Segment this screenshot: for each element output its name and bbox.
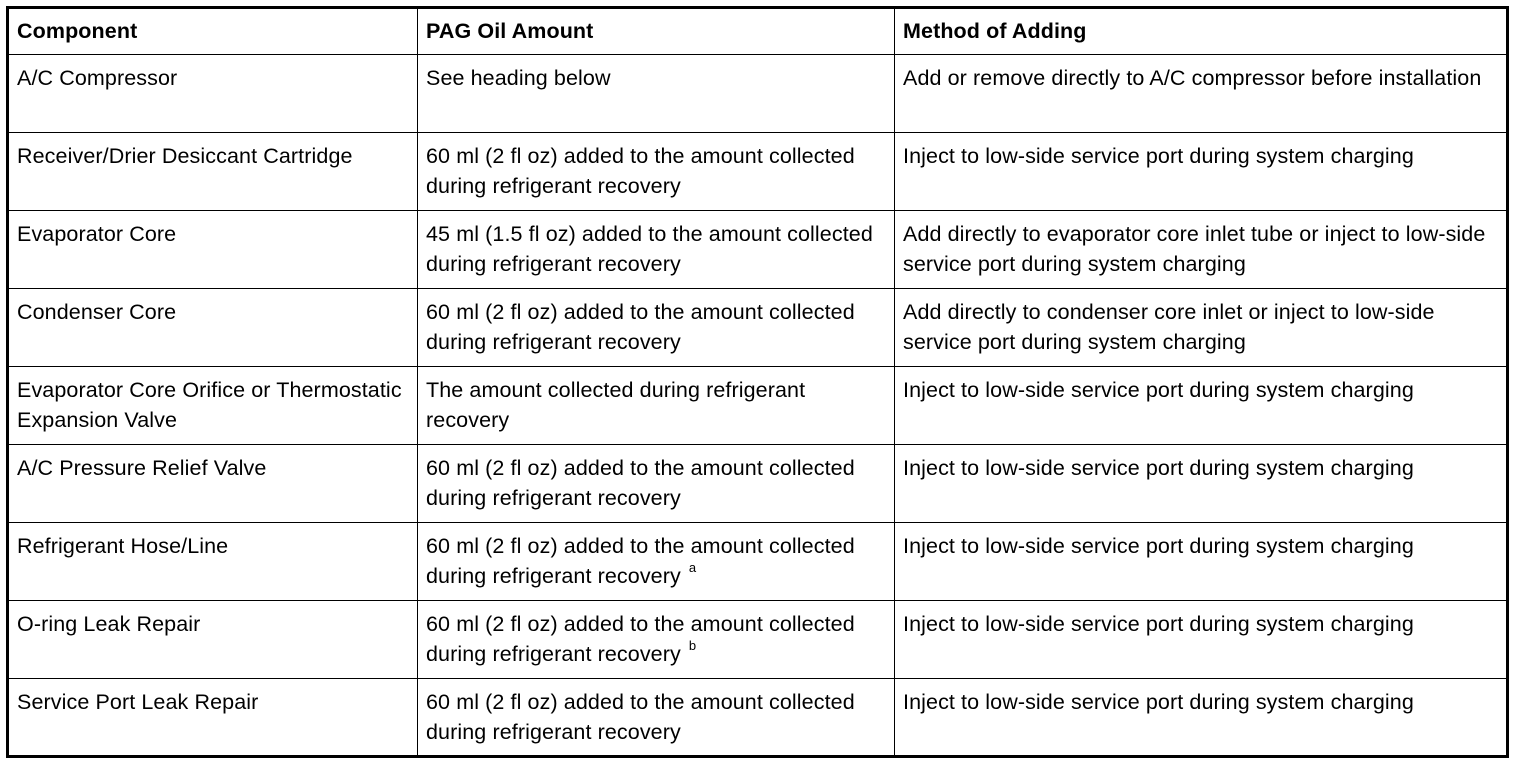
amount-text: The amount collected during refrigerant recovery [426,378,806,432]
table-row [8,133,1508,211]
amount-text: 45 ml (1.5 fl oz) added to the amount collected during refrigerant recovery [426,222,873,276]
column-header-pag-oil-amount: PAG Oil Amount [418,8,895,55]
amount-cell [418,133,895,211]
method-cell: Inject to low-side service port during system charging [895,523,1508,601]
component-cell: A/C Compressor [8,55,418,133]
table-row [8,445,1508,523]
table-row [8,289,1508,367]
pag-oil-table [6,6,1509,758]
amount-cell [418,601,895,679]
amount-text: 60 ml (2 fl oz) added to the amount collected during refrigerant recovery [426,300,855,354]
component-cell: A/C Pressure Relief Valve [8,445,418,523]
method-cell: Inject to low-side service port during system charging [895,367,1508,445]
amount-text: 60 ml (2 fl oz) added to the amount collected during refrigerant recovery [426,690,855,744]
method-cell: Inject to low-side service port during system charging [895,601,1508,679]
footnote-marker: a [688,559,697,575]
amount-text: 60 ml (2 fl oz) added to the amount collected during refrigerant recovery [426,144,855,198]
table-header-row [8,8,1508,55]
amount-text: 60 ml (2 fl oz) added to the amount collected during refrigerant recovery [426,534,855,588]
method-cell: Inject to low-side service port during system charging [895,133,1508,211]
amount-cell [418,679,895,757]
amount-cell [418,289,895,367]
amount-cell [418,445,895,523]
amount-text: 60 ml (2 fl oz) added to the amount collected during refrigerant recovery [426,612,855,666]
component-cell: Service Port Leak Repair [8,679,418,757]
method-cell: Inject to low-side service port during system charging [895,679,1508,757]
table-row [8,523,1508,601]
method-cell: Add directly to evaporator core inlet tube or inject to low-side service port during system charging [895,211,1508,289]
table-row [8,601,1508,679]
component-cell: Refrigerant Hose/Line [8,523,418,601]
method-cell: Inject to low-side service port during system charging [895,445,1508,523]
table-row [8,367,1508,445]
component-cell: O-ring Leak Repair [8,601,418,679]
method-cell: Add directly to condenser core inlet or inject to low-side service port during system charging [895,289,1508,367]
amount-cell [418,367,895,445]
footnote-marker: b [688,637,697,653]
component-cell: Receiver/Drier Desiccant Cartridge [8,133,418,211]
table-row [8,679,1508,757]
column-header-component: Component [8,8,418,55]
amount-cell [418,211,895,289]
table-row [8,55,1508,133]
method-cell: Add or remove directly to A/C compressor before installation [895,55,1508,133]
component-cell: Condenser Core [8,289,418,367]
amount-cell [418,55,895,133]
column-header-method-of-adding: Method of Adding [895,8,1508,55]
amount-cell [418,523,895,601]
component-cell: Evaporator Core Orifice or Thermostatic Expansion Valve [8,367,418,445]
component-cell: Evaporator Core [8,211,418,289]
amount-text: 60 ml (2 fl oz) added to the amount collected during refrigerant recovery [426,456,855,510]
table-row [8,211,1508,289]
amount-text: See heading below [426,66,611,90]
